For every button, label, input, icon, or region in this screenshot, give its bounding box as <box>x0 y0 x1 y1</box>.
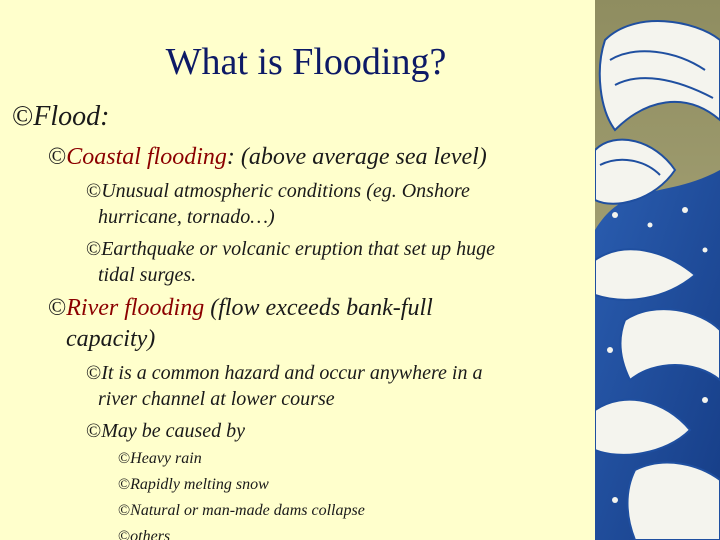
cause-text: Natural or man-made dams collapse <box>130 502 365 519</box>
river-item-1-line2: river channel at lower course <box>98 388 335 410</box>
cause-text: Heavy rain <box>130 450 202 467</box>
river-item-2 <box>86 418 245 444</box>
coastal-item-1-line1: Unusual atmospheric conditions (eg. Onshore <box>101 180 470 202</box>
bullet-glyph: © <box>118 476 131 493</box>
cause-text: others <box>130 528 171 540</box>
bullet-glyph: © <box>86 238 102 260</box>
coastal-item-1 <box>86 178 470 204</box>
bullet-glyph: © <box>86 180 102 202</box>
coastal-item-2 <box>86 236 495 262</box>
cause-item-2 <box>118 472 269 498</box>
river-item-1 <box>86 360 482 386</box>
bullet-river-flooding <box>48 294 433 322</box>
cause-item-4 <box>118 524 170 540</box>
bullet-glyph: © <box>86 420 102 442</box>
bullet-glyph: © <box>12 101 34 132</box>
river-rest: (flow exceeds bank-full <box>204 295 433 321</box>
coastal-term: Coastal flooding <box>66 144 227 170</box>
coastal-rest: : (above average sea level) <box>226 144 487 170</box>
cause-item-1 <box>118 446 202 472</box>
bullet-glyph: © <box>86 362 102 384</box>
river-item-2-line1: May be caused by <box>101 420 246 442</box>
coastal-item-2-line2: tidal surges. <box>98 264 197 286</box>
flood-label: Flood: <box>33 101 110 132</box>
cause-text: Rapidly melting snow <box>130 476 269 493</box>
bullet-glyph: © <box>48 144 67 170</box>
slide-title: What is Flooding? <box>165 41 447 83</box>
river-term: River flooding <box>66 295 205 321</box>
bullet-coastal-flooding <box>48 143 487 171</box>
river-line2: capacity) <box>66 326 156 352</box>
bullet-glyph: © <box>118 528 131 540</box>
coastal-item-1-line2: hurricane, tornado…) <box>98 206 275 228</box>
coastal-item-2-line1: Earthquake or volcanic eruption that set up huge <box>101 238 496 260</box>
wave-illustration <box>595 0 720 540</box>
cause-item-3 <box>118 498 365 524</box>
bullet-glyph: © <box>48 295 67 321</box>
bullet-glyph: © <box>118 502 131 519</box>
bullet-glyph: © <box>118 450 131 467</box>
river-item-1-line1: It is a common hazard and occur anywhere in a <box>101 362 483 384</box>
wave-artwork <box>595 0 720 540</box>
bullet-flood <box>12 101 110 133</box>
